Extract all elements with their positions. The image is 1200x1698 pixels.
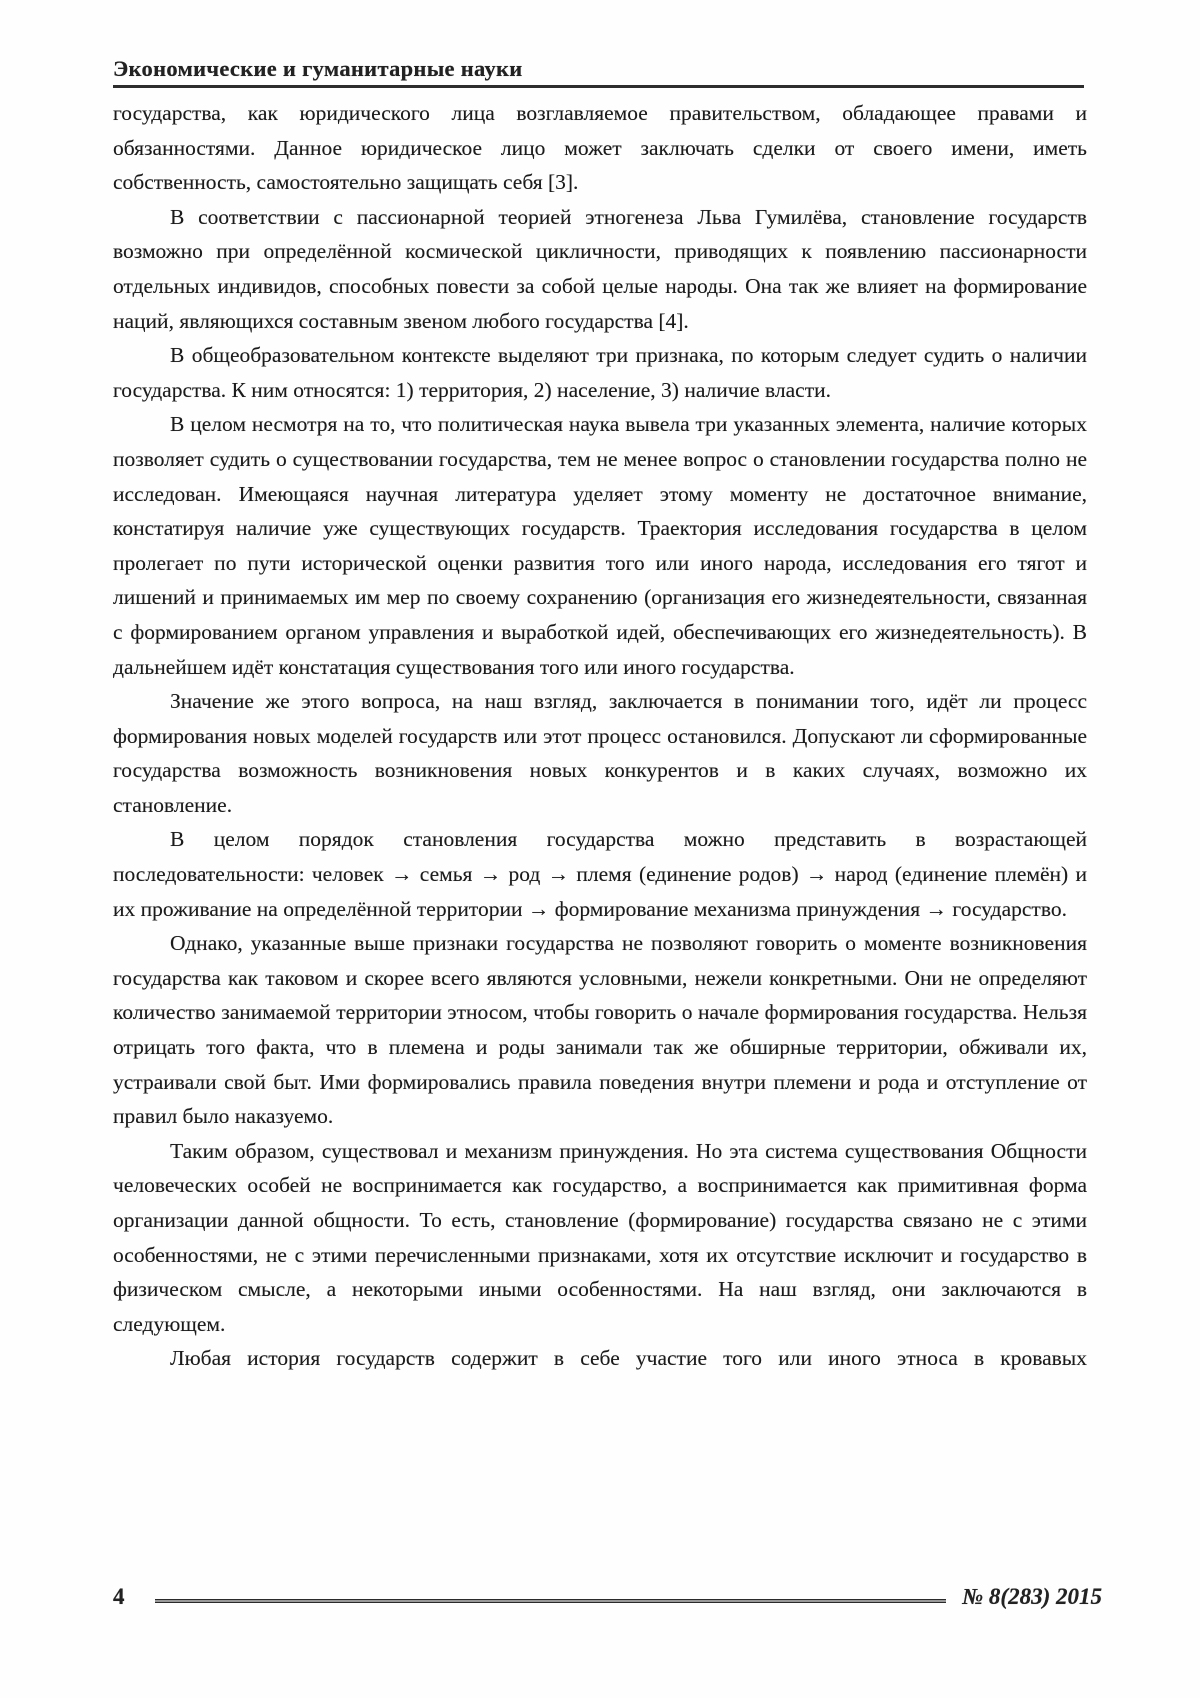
paragraph: Любая история государств содержит в себе участие того или иного этноса в кровавых	[170, 1346, 1087, 1371]
footer-rule	[155, 1599, 947, 1603]
paragraph: государства, как юридического лица возглавляемое правительством, обладающее правами и обязанностями. Данное юридическое лицо может заключать сделки от своего имени, иметь собственность, самостоятельно защищать себя [3].	[113, 101, 1087, 195]
running-header	[113, 56, 1084, 88]
paragraph: Таким образом, существовал и механизм принуждения. Но эта система существования Общности человеческих особей не воспринимается как государство, а воспринимается как примитивная форма организации данной общности. То есть, становление (формирование) государства связано не с этими особенностями, не с этими перечисленными признаками, хотя их отсутствие исключит и государство в физическом смысле, а некоторыми иными особенностями. На наш взгляд, они заключаются в следующем.	[113, 1138, 1087, 1336]
paragraph: В общеобразовательном контексте выделяют три признака, по которым следует судить о наличии государства. К ним относятся: 1) территория, 2) население, 3) наличие власти.	[113, 343, 1087, 402]
paragraph: Значение же этого вопроса, на наш взгляд, заключается в понимании того, идёт ли процесс формирования новых моделей государств или этот процесс остановился. Допускают ли сформированные государства возможность возникновения новых конкурентов и в каких случаях, возможно их становление.	[113, 689, 1087, 817]
paragraph: В соответствии с пассионарной теорией этногенеза Льва Гумилёва, становление государств возможно при определённой космической цикличности, приводящих к появлению пассионарности отдельных индивидов, способных повести за собой целые народы. Она так же влияет на формирование наций, являющихся составным звеном любого государства [4].	[113, 204, 1087, 333]
paragraph: Однако, указанные выше признаки государства не позволяют говорить о моменте возникновения государства как таковом и скорее всего являются условными, нежели конкретными. Они не определяют количество занимаемой территории этносом, чтобы говорить о начале формирования государства. Нельзя отрицать того факта, что в племена и роды занимали так же обширные территории, обживали их, устраивали свой быт. Ими формировались правила поведения внутри племени и рода и отступление от правил было наказуемо.	[113, 931, 1087, 1129]
page-number: 4	[113, 1584, 125, 1609]
issue-label: № 8(283) 2015	[962, 1584, 1102, 1609]
paragraph: В целом несмотря на то, что политическая наука вывела три указанных элемента, наличие которых позволяет судить о существовании государства, тем не менее вопрос о становлении государства полно не исследован. Имеющаяся научная литература уделяет этому моменту не достаточное внимание, констатируя наличие уже существующих государств. Траектория исследования государства в целом пролегает по пути исторической оценки развития того или иного народа, исследования его тягот и лишений и принимаемых им мер по своему сохранению (организация его жизнедеятельности, связанная с формированием органом управления и выработкой идей, обеспечивающих его жизнедеятельность). В дальнейшем идёт констатация существования того или иного государства.	[113, 412, 1087, 679]
article-body	[113, 96, 1087, 1376]
page-footer	[113, 1584, 1102, 1610]
running-header-title: Экономические и гуманитарные науки	[113, 56, 523, 81]
paragraph: В целом порядок становления государства можно представить в возрастающей последовательности: человек → семья → род → племя (единение родов) → народ (единение племён) и их проживание на определённой территории → формирование механизма принуждения → государство.	[113, 827, 1087, 921]
